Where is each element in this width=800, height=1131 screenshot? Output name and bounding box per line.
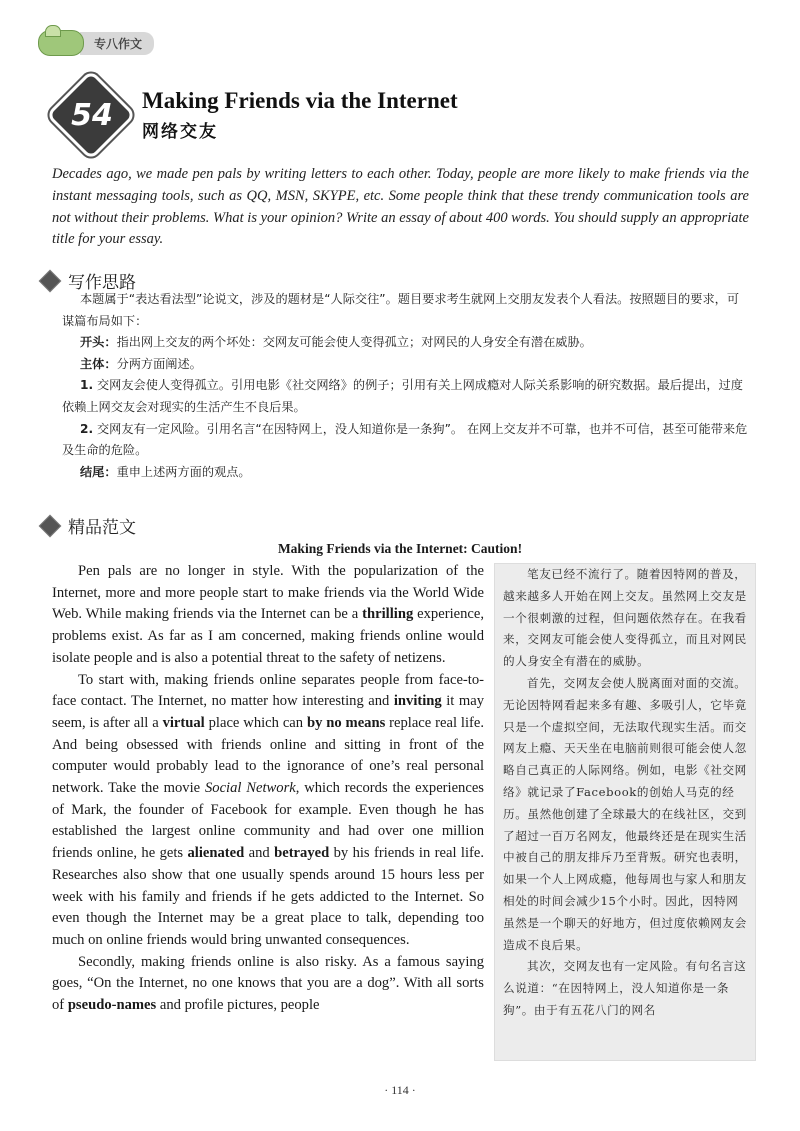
thinking-section: [62, 289, 750, 483]
diamond-bullet-icon: [39, 514, 62, 537]
translation-box: [494, 563, 756, 1061]
body-text: 分两方面阐述。: [116, 356, 202, 371]
vocab-highlight: betrayed: [274, 845, 330, 862]
vocab-highlight: by no means: [306, 714, 386, 731]
opening-text: 指出网上交友的两个坏处：交网友可能会使人变得孤立；对网民的人身安全有潜在威胁。: [116, 335, 592, 350]
point2-label: 2.: [80, 421, 94, 436]
translation-paragraph-1: 笔友已经不流行了。随着因特网的普及，越来越多人开始在网上交友。虽然网上交友是一个很刺激的过程，但问题依然存在。在我看来，交网友可能会使人变得孤立，而且对网民的人身安全有潜在的威胁。: [503, 567, 747, 669]
point2-text: 交网友有一定风险。引用名言“在因特网上，没人知道你是一条狗”。 在网上交友并不可靠，也并不可信，甚至可能带来危及生命的危险。: [62, 421, 748, 458]
movie-title: Social Network: [204, 780, 296, 797]
essay-paragraph-2: To start with, making friends online separates people from face-to-face contact. The Internet, no matter how interesting and inviting it may seem, is after all a virtual place which can by no means replace real life. And being obsessed with friends online and sitting in front of the computer would probably lead to the ignorance of one’s real personal network. Take the movie Social Network, which records the experiences of Mark, the founder of Facebook for example. Even though he has established the largest online community and had over one million friends online, he gets alienated and betrayed by his friends in real life. Researches also show that one usually spends around 15 hours less per week with his family and friends if he gets addicted to the Internet. So even though the Internet may be a great place to talk, depending too much on online friends would bring unwanted consequences.: [52, 671, 484, 948]
translation-paragraph-2: 首先，交网友会使人脱离面对面的交流。无论因特网看起来多有趣、多吸引人，它毕竟只是一个虚拟空间，无法取代现实生活。而交网友上瘾、天天坐在电脑前则很可能会使人忽略自己真正的人际网络。例如，电影《社交网络》就记录了Facebook的创始人马克的经历。虽然他创建了全球最大的在线社区，交到了超过一百万名网友，他最终还是在现实生活中被自己的朋友排斥乃至背叛。研究也表明，如果一个人上网成瘾，他每周也与家人和朋友相处的时间会减少15个小时。因此，因特网虽然是一个聊天的好地方，但过度依赖网友会造成不良后果。: [503, 675, 747, 952]
thinking-heading-text: 写作思路: [68, 273, 136, 293]
opening-label: 开头：: [80, 335, 117, 350]
essay-heading: [42, 513, 136, 538]
page-number: · 114 ·: [384, 1083, 416, 1097]
thinking-opening: [62, 332, 750, 354]
point1-label: 1.: [80, 378, 94, 393]
essay-english: [52, 561, 484, 1017]
vocab-highlight: alienated: [187, 845, 245, 862]
diamond-bullet-icon: [39, 269, 62, 292]
title-english: Making Friends via the Internet: [142, 88, 458, 113]
topic-number: 54: [71, 98, 113, 133]
essay-paragraph-1: Pen pals are no longer in style. With the popularization of the Internet, more and more people start to make friends via the World Wide Web. While making friends via the Internet can be a thrilling experience, problems exist. As far as I am concerned, making friends online would isolate people and is also a potential threat to the safety of netizens.: [52, 563, 484, 666]
vocab-highlight: inviting: [393, 693, 442, 710]
essay-title: Making Friends via the Internet: Caution!: [277, 541, 523, 556]
thinking-intro: 本题属于“表达看法型”论说文，涉及的题材是“人际交往”。题目要求考生就网上交朋友发表个人看法。按照题目的要求，可谋篇布局如下：: [62, 292, 740, 328]
thinking-body: [62, 354, 750, 376]
essay-paragraph-3: Secondly, making friends online is also risky. As a famous saying goes, “On the Internet, no one knows that you are a dog”. With all sorts of pseudo-names and profile pictures, people: [52, 953, 484, 1014]
translation-paragraph-3: 其次，交网友也有一定风险。有句名言这么说道：“在因特网上，没人知道你是一条狗”。由于有五花八门的网名: [503, 959, 747, 1017]
title-chinese: 网络交友: [142, 122, 218, 142]
point1-text: 交网友会使人变得孤立。引用电影《社交网络》的例子；引用有关上网成瘾对人际关系影响的研究数据。最后提出，过度依赖上网交友会对现实的生活产生不良后果。: [62, 378, 743, 414]
book-logo-icon: [38, 30, 84, 56]
essay-prompt: Decades ago, we made pen pals by writing letters to each other. Today, people are more likely to make friends via the instant messaging tools, such as QQ, MSN, SKYPE, etc. Some people think that these trendy communication tools are not without their problems. What is your opinion? Write an essay of about 400 words. You should supply an appropriate title for your essay.: [52, 166, 749, 248]
thinking-ending: [62, 462, 750, 484]
essay-heading-text: 精品范文: [68, 518, 136, 538]
vocab-highlight: virtual: [162, 714, 205, 731]
thinking-point-1: [62, 375, 750, 418]
vocab-highlight: pseudo-names: [67, 997, 157, 1014]
topic-number-badge: [60, 84, 124, 148]
thinking-point-2: [62, 419, 750, 462]
section-label: 专八作文: [80, 32, 154, 55]
ending-text: 重申上述两方面的观点。: [116, 464, 251, 479]
body-label: 主体：: [80, 356, 117, 371]
ending-label: 结尾：: [80, 464, 117, 479]
vocab-highlight: thrilling: [362, 606, 414, 623]
section-tag: [38, 30, 154, 56]
